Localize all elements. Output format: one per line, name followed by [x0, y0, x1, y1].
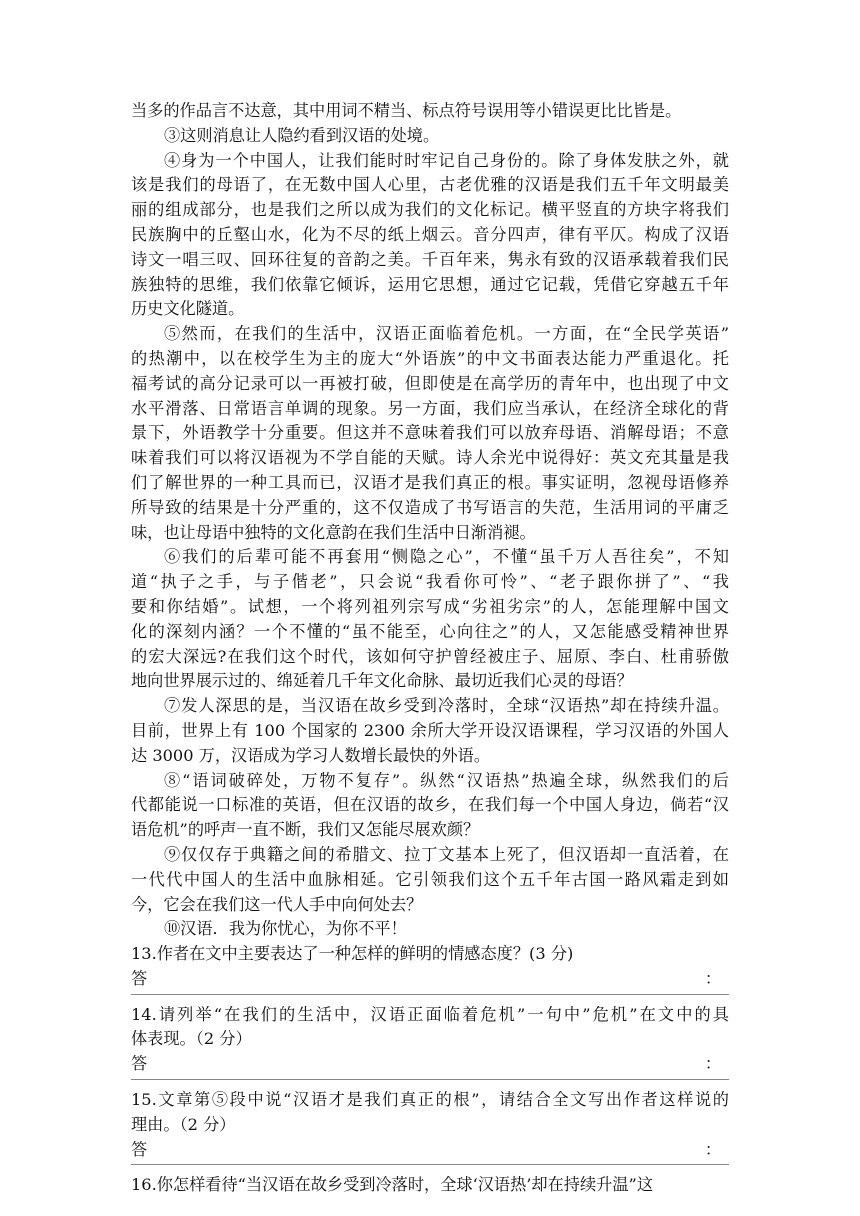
text-line: ⑤然而，在我们的生活中，汉语正面临着危机。一方面，在“全民学英语” — [164, 324, 729, 344]
text-line: 的热潮中，以在校学生为主的庞大“外语族”的中文书面表达能力严重退化。托 — [131, 348, 729, 368]
question-14 — [131, 1003, 729, 1080]
paragraph — [131, 149, 729, 323]
question-13 — [131, 942, 729, 995]
text-line: 所导致的结果是十分严重的，这不仅造成了书写语言的失范，生活用词的平庸乏 — [131, 497, 729, 517]
paragraph — [131, 694, 729, 768]
text-line: ④身为一个中国人，让我们能时时牢记自己身份的。除了身体发肤之外，就 — [164, 150, 729, 170]
question-list — [131, 942, 729, 1198]
text-line: 族独特的思维，我们依靠它倾诉，运用它思想，通过它记载，凭借它穿越五千年 — [131, 274, 729, 294]
text-line: ⑩汉语．我为你忧心，为你不平！ — [164, 919, 407, 939]
text-line: 地向世界展示过的、绵延着几千年文化命脉、最切近我们心灵的母语？ — [131, 671, 633, 691]
paragraph — [131, 843, 729, 917]
question-text: 15.文章第⑤段中说“汉语才是我们真正的根”，请结合全文写出作者这样说的 — [131, 1090, 729, 1110]
answer-field[interactable] — [131, 1138, 729, 1163]
text-line: 该是我们的母语了，在无数中国人心里，古老优雅的汉语是我们五千年文明最美 — [131, 175, 729, 195]
text-line: 道“执子之手，与子偕老”，只会说“我看你可怜”、“老子跟你拼了”、“我 — [131, 572, 729, 592]
text-line: 当多的作品言不达意，其中用词不精当、标点符号误用等小错误更比比皆是。 — [131, 101, 682, 120]
text-line: ③这则消息让人隐约看到汉语的处境。 — [164, 125, 440, 145]
text-line: 丽的组成部分，也是我们之所以成为我们的文化标记。横平竖直的方块字将我们 — [131, 200, 729, 220]
text-line: 语危机”的呼声一直不断，我们又怎能尽展欢颜？ — [131, 820, 480, 840]
answer-label: 答 — [131, 1139, 148, 1159]
text-line: 代都能说一口标准的英语，但在汉语的故乡，在我们每一个中国人身边，倘若“汉 — [131, 795, 729, 815]
text-line: 历史文化隧道。 — [131, 299, 245, 319]
text-line: 达 3000 万，汉语成为学习人数增长最快的外语。 — [131, 745, 491, 765]
question-text: 16.你怎样看待“当汉语在故乡受到冷落时，全球‘汉语热’却在持续升温”这 — [131, 1175, 654, 1195]
text-line: ⑦发人深思的是，当汉语在故乡受到冷落时，全球“汉语热”却在持续升温。 — [164, 696, 729, 716]
text-line: 景下，外语教学十分重要。但这并不意味着我们可以放弃母语、消解母语；不意 — [131, 423, 729, 443]
text-line: 的宏大深远?在我们这个时代，该如何守护曾经被庄子、屈原、李白、杜甫骄傲 — [131, 646, 729, 666]
text-line: 福考试的高分记录可以一再被打破，但即使是在高学历的青年中，也出现了中文 — [131, 373, 729, 393]
paragraph — [131, 769, 729, 843]
text-line: 诗文一唱三叹、回环往复的音韵之美。千百年来，隽永有致的汉语承载着我们民 — [131, 249, 729, 269]
paragraph — [131, 545, 729, 694]
text-line: 要和你结婚”。试想，一个将列祖列宗写成“劣祖劣宗”的人，怎能理解中国文 — [131, 596, 729, 616]
text-line: ⑧“语词破碎处，万物不复存”。纵然“汉语热”热遍全球，纵然我们的后 — [164, 770, 729, 790]
text-line: 化的深刻内涵？一个不懂的“虽不能至，心向往之”的人，又怎能感受精神世界 — [131, 621, 729, 641]
text-line: 味着我们可以将汉语视为不学自能的天赋。诗人余光中说得好：英文充其量是我 — [131, 448, 729, 468]
answer-colon: ： — [704, 968, 721, 988]
question-15 — [131, 1088, 729, 1165]
text-line: ⑨仅仅存于典籍之间的希腊文、拉丁文基本上死了，但汉语却一直活着，在 — [164, 844, 729, 864]
answer-field[interactable] — [131, 1052, 729, 1077]
answer-line — [131, 994, 729, 995]
text-line: ⑥我们的后辈可能不再套用“恻隐之心”，不懂“虽千万人吾往矣”，不知 — [164, 547, 729, 567]
question-16 — [131, 1173, 729, 1198]
answer-line — [131, 1079, 729, 1080]
paragraph — [131, 99, 729, 124]
text-line: 目前，世界上有 100 个国家的 2300 余所大学开设汉语课程，学习汉语的外国人 — [131, 720, 729, 740]
answer-line — [131, 1164, 729, 1165]
text-line: 今，它会在我们这一代人手中向何处去？ — [131, 894, 423, 914]
answer-field[interactable] — [131, 967, 729, 992]
text-line: 们了解世界的一种工具而已，汉语才是我们真正的根。事实证明，忽视母语修养 — [131, 472, 729, 492]
text-line: 水平滑落、日常语言单调的现象。另一方面，我们应当承认，在经济全球化的背 — [131, 398, 729, 418]
question-text: 理由。（2 分） — [131, 1114, 236, 1134]
question-text: 体表现。（2 分） — [131, 1029, 252, 1049]
reading-passage — [131, 99, 729, 942]
answer-label: 答 — [131, 968, 148, 988]
text-line: 民族胸中的丘壑山水，化为不尽的纸上烟云。音分四声，律有平仄。构成了汉语 — [131, 224, 729, 244]
paragraph — [131, 124, 729, 149]
answer-label: 答 — [131, 1054, 148, 1074]
text-line: 味，也让母语中独特的文化意韵在我们生活中日渐消褪。 — [131, 522, 536, 542]
text-line: 一代代中国人的生活中血脉相延。它引领我们这个五千年古国一路风霜走到如 — [131, 869, 729, 889]
exam-page — [131, 99, 729, 1198]
answer-colon: ： — [704, 1054, 721, 1074]
question-text: 13.作者在文中主要表达了一种怎样的鲜明的情感态度？(3 分) — [131, 944, 574, 964]
paragraph — [131, 917, 729, 942]
answer-colon: ： — [704, 1139, 721, 1159]
paragraph — [131, 322, 729, 545]
question-text: 14.请列举“在我们的生活中，汉语正面临着危机”一句中”危机”在文中的具 — [131, 1004, 729, 1024]
